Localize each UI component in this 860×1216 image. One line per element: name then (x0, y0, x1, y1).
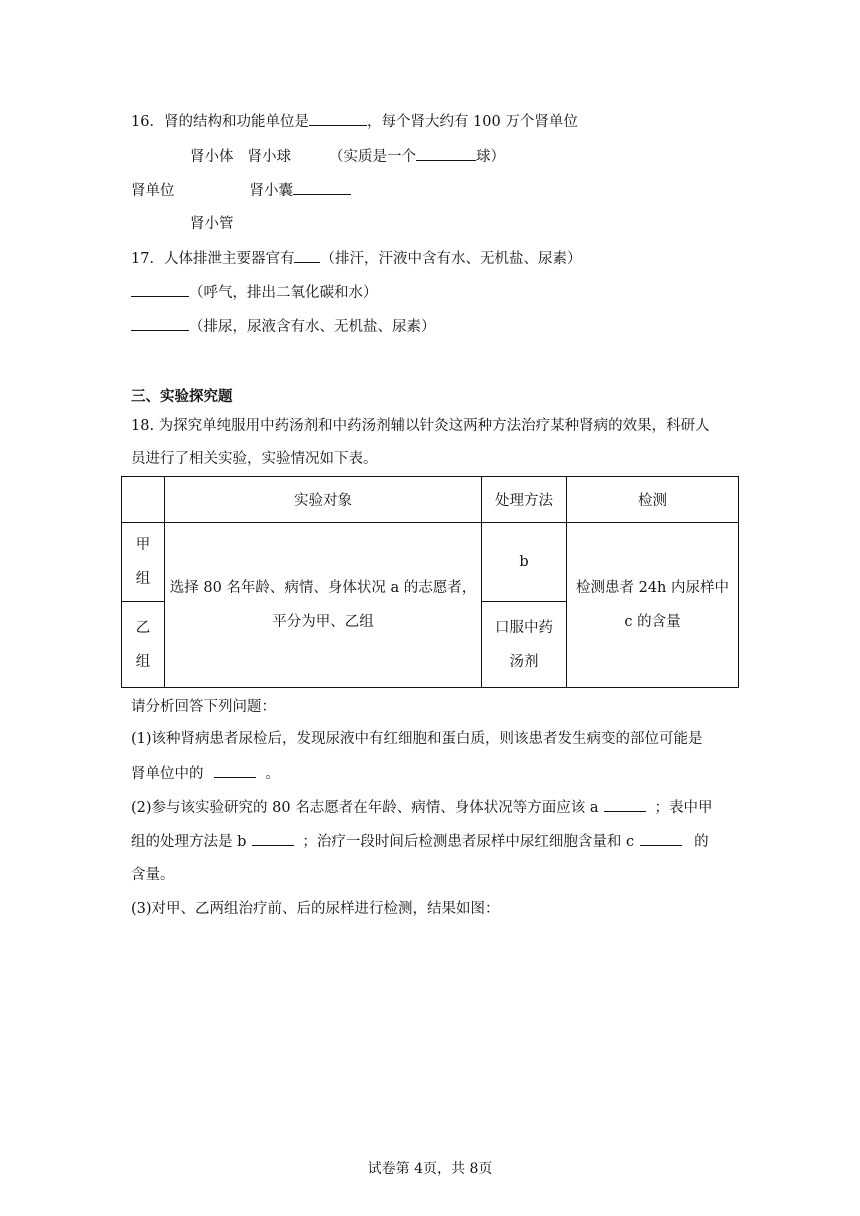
table-header-empty (122, 477, 165, 523)
q18-intro-line2: 员进行了相关实验，实验情况如下表。 (131, 451, 378, 467)
detection-cell: 检测患者 24h 内尿样中 c 的含量 (567, 523, 739, 688)
term-shendanwei: 肾单位 (131, 183, 175, 199)
q18-prompt: 请分析回答下列问题： (131, 699, 276, 715)
q16-line3 (131, 180, 351, 201)
answer-blank (214, 763, 256, 778)
answer-blank (604, 797, 646, 812)
q17-line1: 17．人体排泄主要器官有 （排汗，汗液中含有水、无机盐、尿素） (131, 248, 581, 269)
q18-part2-line1: (2)参与该实验研究的 80 名志愿者在年龄、病情、身体状况等方面应该 a ；表中甲 (131, 797, 712, 818)
group-b-cell: 乙 组 (122, 602, 165, 688)
answer-blank (131, 282, 189, 297)
subject-cell: 选择 80 名年龄、病情、身体状况 a 的志愿者， 平分为甲、乙组 (165, 523, 482, 688)
table-row (122, 523, 739, 602)
term-shenxiaonang: 肾小囊 (249, 183, 293, 199)
q18-part3: (3)对甲、乙两组治疗前、后的尿样进行检测，结果如图： (131, 901, 500, 917)
q17-line3: （排尿，尿液含有水、无机盐、尿素） (131, 316, 436, 337)
table-header-method: 处理方法 (482, 477, 567, 523)
q16-line4 (190, 214, 234, 234)
q16-line1: 16．肾的结构和功能单位是 ，每个肾大约有 100 万个肾单位 (131, 111, 578, 132)
page-footer: 试卷第 4页，共 8页 (367, 1161, 493, 1177)
answer-blank (293, 180, 351, 195)
q18-intro-line1: 18. 为探究单纯服用中药汤剂和中药汤剂辅以针灸这两种方法治疗某种肾病的效果，科研人 (131, 418, 710, 434)
answer-blank (416, 146, 476, 161)
answer-blank (309, 111, 367, 126)
q18-part2-line2: 组的处理方法是 b ；治疗一段时间后检测患者尿样中尿红细胞含量和 c 的 (131, 831, 709, 852)
q17-line2: （呼气，排出二氧化碳和水） (131, 282, 378, 303)
term-shenxiaoqiu: 肾小球 (247, 149, 291, 165)
table-header-row (122, 477, 739, 523)
group-a-cell: 甲 组 (122, 523, 165, 602)
answer-blank (294, 248, 320, 263)
answer-blank (640, 831, 682, 846)
term-shenxiaoti: 肾小体 (190, 149, 234, 165)
experiment-table (121, 476, 739, 688)
table-header-detection: 检测 (567, 477, 739, 523)
q18-part1-line2: 肾单位中的 。 (131, 763, 280, 784)
term-shenxiaoguan: 肾小管 (190, 216, 234, 232)
section-title: 三、实验探究题 (131, 389, 233, 405)
answer-blank (252, 831, 294, 846)
method-b-cell: 口服中药 汤剂 (482, 602, 567, 688)
answer-blank (131, 316, 189, 331)
q18-part2-line3: 含量。 (131, 867, 175, 883)
q16-line2: 肾小体 肾小球 （实质是一个 球） (190, 146, 505, 167)
method-a-cell: b (482, 523, 567, 602)
table-header-subject: 实验对象 (165, 477, 482, 523)
q18-part1-line1: (1)该种肾病患者尿检后，发现尿液中有红细胞和蛋白质，则该患者发生病变的部位可能是 (131, 731, 703, 747)
